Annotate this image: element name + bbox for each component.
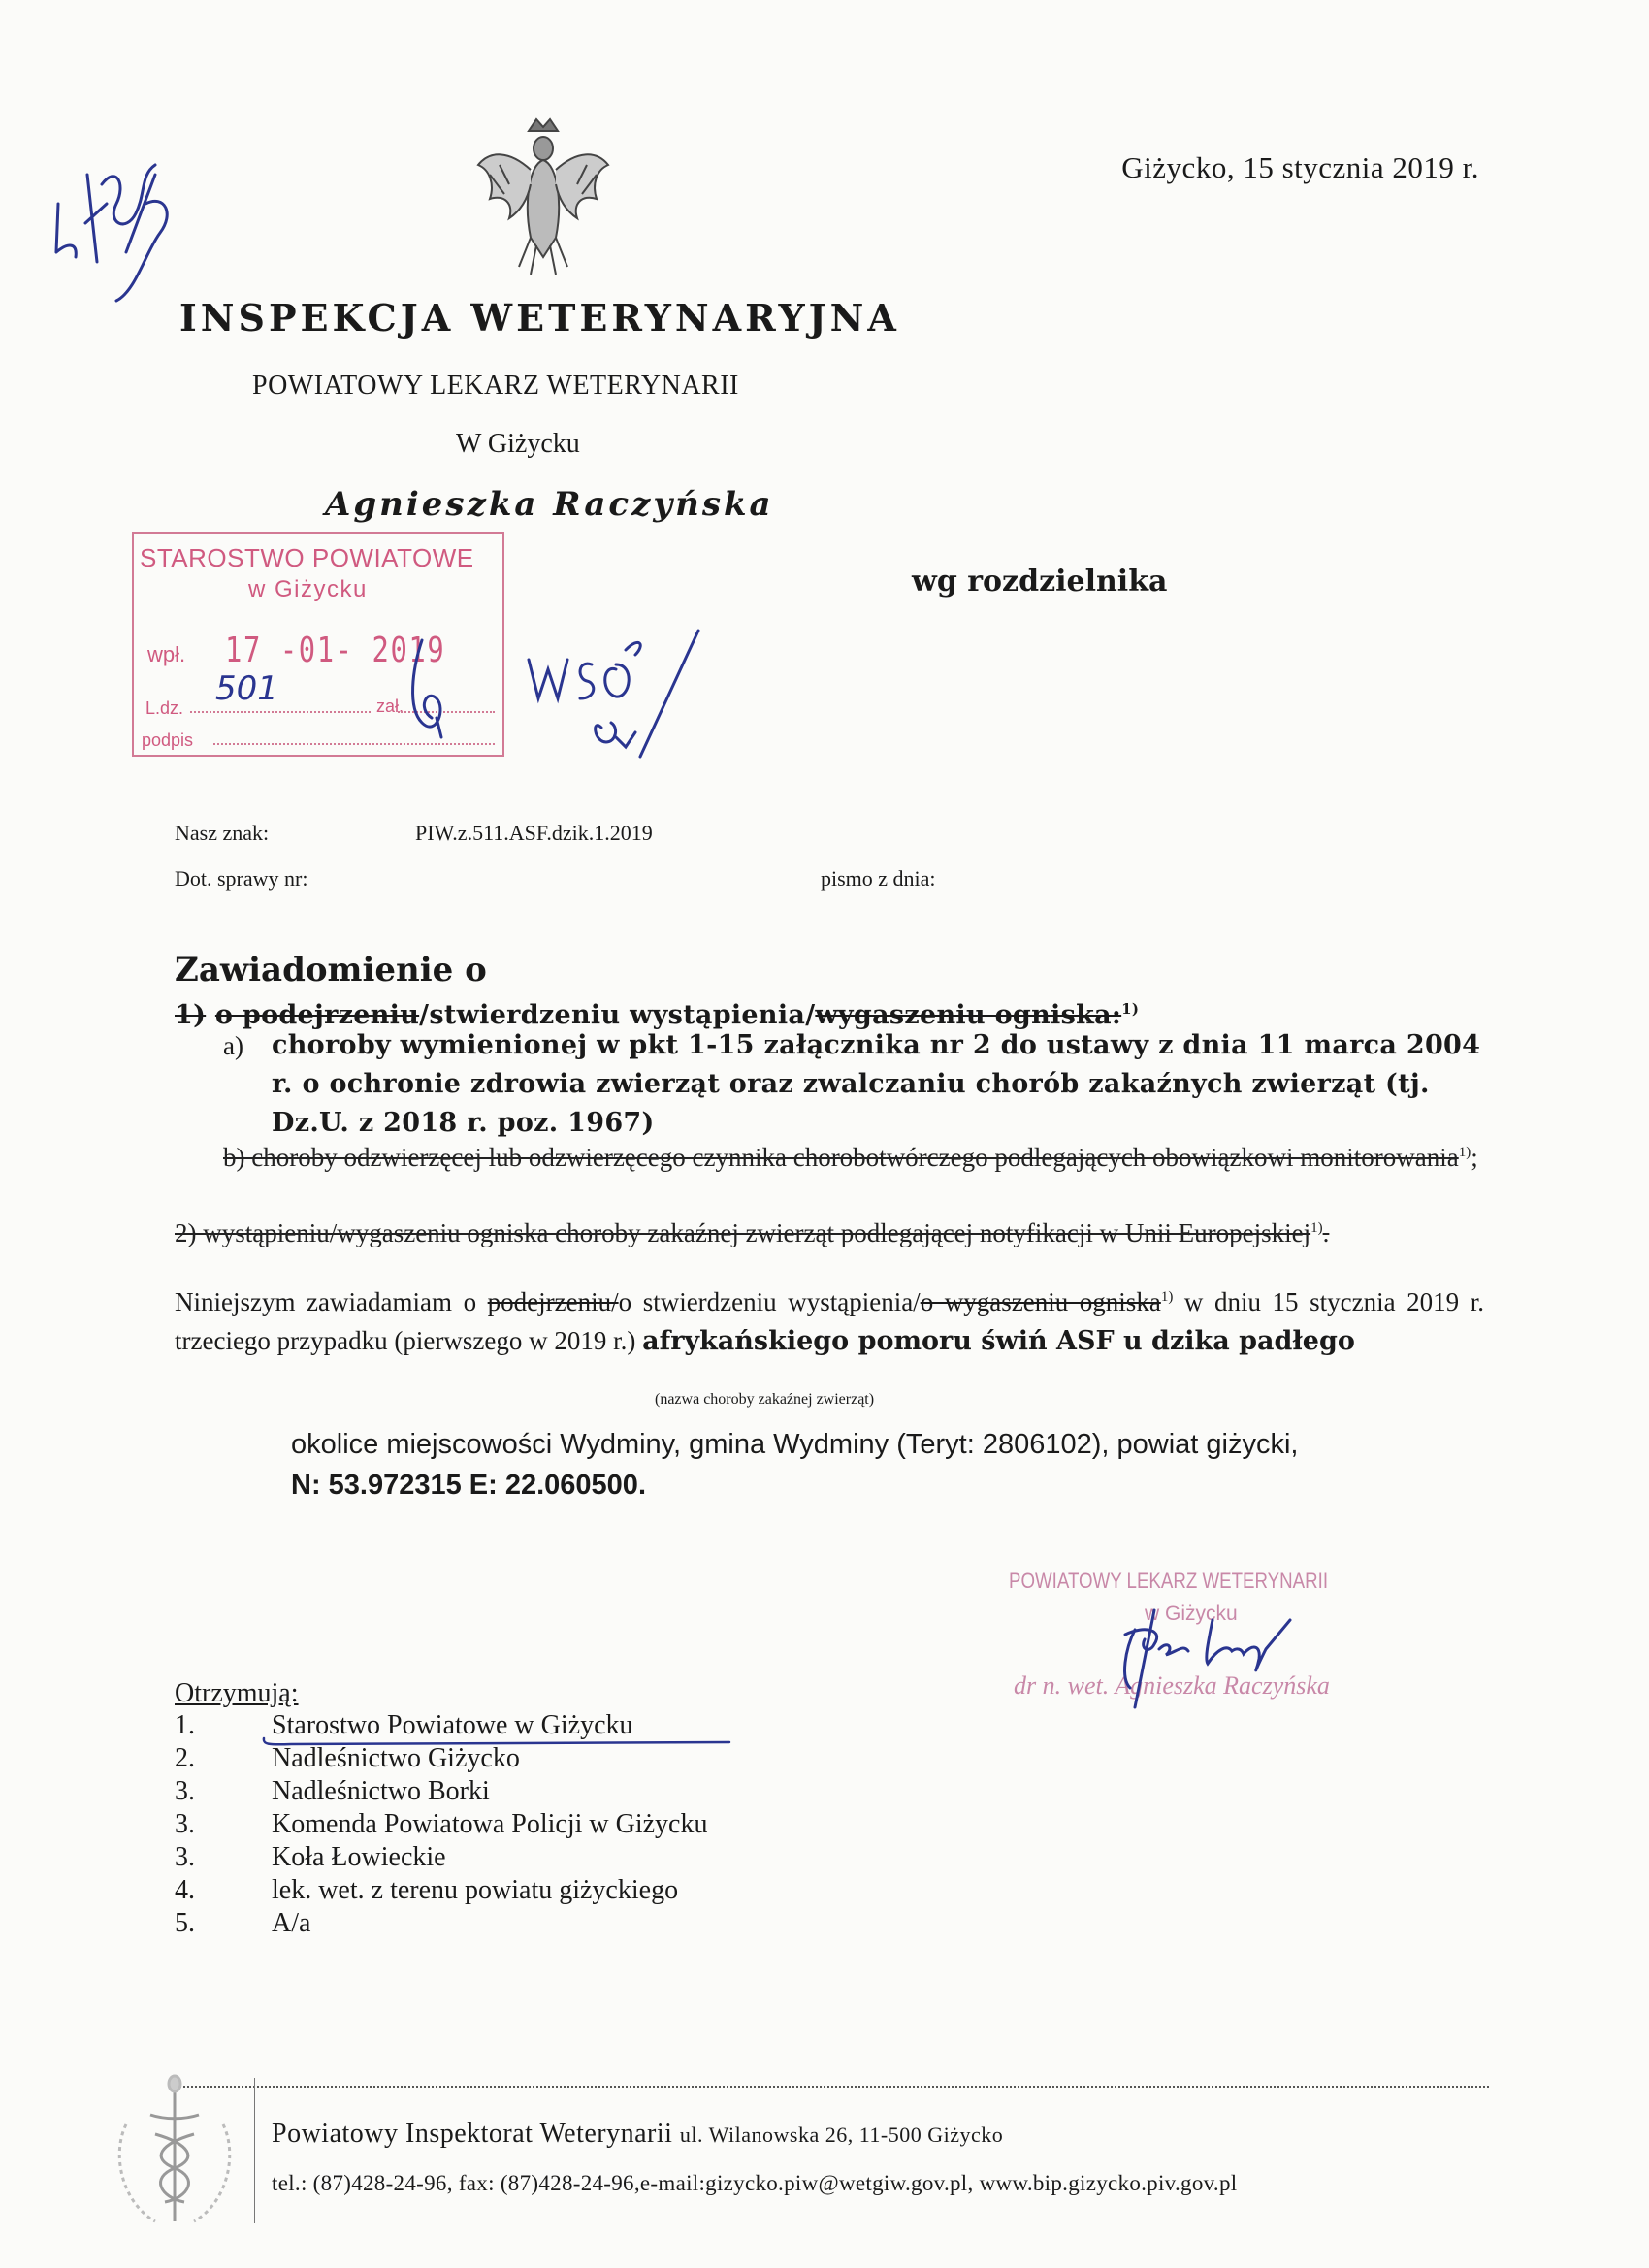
organization-title: INSPEKCJA WETERYNARYJNA (179, 296, 900, 340)
notice-struck-suspicion: podejrzeniu/ (487, 1287, 619, 1316)
footer-divider (175, 2086, 1489, 2088)
eagle-emblem-icon (470, 112, 616, 281)
handwritten-initials (369, 631, 534, 747)
item-b-suffix: ; (1471, 1143, 1478, 1172)
item-a-letter: a) (223, 1031, 243, 1060)
list-item-number: 3. (175, 1776, 195, 1806)
notification-item-b (223, 1133, 1484, 1177)
notice-struck-extinction: o wygaszeniu ogniska (920, 1287, 1161, 1316)
office-name: POWIATOWY LEKARZ WETERYNARII (252, 371, 739, 401)
item1-struck-extinction: wygaszeniu ogniska: (815, 1000, 1122, 1030)
letter-date-label: pismo z dnia: (821, 866, 936, 891)
disease-name-caption: (nazwa choroby zakaźnej zwierząt) (655, 1391, 875, 1408)
notification-heading: Zawiadomienie o (175, 951, 487, 989)
item2-struck-text: 2) wystąpieniu/wygaszeniu ogniska choroby zakaźnej zwierząt podlegającej notyfikacji w Unii Europejskiej (175, 1218, 1311, 1247)
stamp-received-label: wpł. (147, 642, 186, 666)
list-item: Nadleśnictwo Borki (272, 1776, 490, 1806)
list-item: Nadleśnictwo Giżycko (272, 1743, 520, 1773)
stamp-city-line: w Giżycku (248, 576, 368, 602)
list-item: Komenda Powiatowa Policji w Giżycku (272, 1809, 708, 1839)
notice-confirmation: o stwierdzeniu wystąpienia/ (618, 1287, 921, 1316)
office-city: W Giżycku (456, 429, 580, 459)
notice-intro: Niniejszym zawiadamiam o (175, 1287, 488, 1316)
signature-stamp-city: w Giżycku (1145, 1603, 1238, 1625)
notice-details: w dniu 15 stycznia 2019 r. trzeciego przypadku (pierwszego w 2019 r.) (175, 1287, 1485, 1355)
list-item-number: 3. (175, 1842, 195, 1872)
stamp-received-date: 17 -01- 2019 (225, 631, 446, 670)
footer-separator (254, 2078, 255, 2223)
stamp-signature-label: podpis (142, 730, 194, 750)
our-reference-value: PIW.z.511.ASF.dzik.1.2019 (415, 821, 653, 845)
list-item-number: 5. (175, 1908, 195, 1938)
item-b-struck-text: b) choroby odzwierzęcej lub odzwierzęcego czynnika chorobotwórczego podlegających obowiązkowi monitorowania (223, 1143, 1459, 1172)
list-item-number: 1. (175, 1710, 195, 1740)
officer-name: Agnieszka Raczyńska (325, 485, 774, 524)
signature-stamp-name: dr n. wet. Agnieszka Raczyńska (1014, 1671, 1330, 1700)
list-item-number: 4. (175, 1875, 195, 1905)
footnote-mark: 1) (1121, 1000, 1140, 1018)
footer-address: ul. Wilanowska 26, 11-500 Giżycko (679, 2122, 1004, 2147)
list-item-number: 3. (175, 1809, 195, 1839)
stamp-office-line: STAROSTWO POWIATOWE (140, 543, 474, 572)
signature-stamp-office: POWIATOWY LEKARZ WETERYNARII (1009, 1569, 1329, 1593)
list-item: Starostwo Powiatowe w Giżycku (272, 1710, 633, 1740)
footer-institution-name: Powiatowy Inspektorat Weterynarii (272, 2119, 673, 2149)
footnote-mark: 1) (1160, 1289, 1174, 1305)
list-item: Koła Łowieckie (272, 1842, 446, 1872)
footer-contact: tel.: (87)428-24-96, fax: (87)428-24-96,e-mail:gizycko.piw@wetgiw.gov.pl, www.bip.gizycko.piv.gov.pl (272, 2171, 1238, 2195)
notification-item-2 (175, 1209, 1484, 1252)
stamp-ldz-number: 501 (215, 669, 278, 708)
handwritten-signature (1096, 1591, 1319, 1717)
item2-suffix: . (1322, 1218, 1330, 1247)
handwritten-annotation (524, 621, 737, 766)
footer-institution (272, 2119, 1003, 2150)
location-coordinates: N: 53.972315 E: 22.060500. (291, 1470, 646, 1501)
case-number-label: Dot. sprawy nr: (175, 866, 308, 891)
item1-struck-suspicion: o podejrzeniu (214, 1000, 420, 1030)
handwritten-underline (262, 1736, 732, 1748)
recipient-line: wg rozdzielnika (912, 565, 1168, 599)
footnote-mark: 1) (1310, 1220, 1323, 1236)
document-date: Giżycko, 15 stycznia 2019 r. (1121, 150, 1479, 184)
list-item-number: 2. (175, 1743, 195, 1773)
footnote-mark: 1) (1458, 1145, 1471, 1160)
notification-item-a: choroby wymienionej w pkt 1-15 załącznika nr 2 do ustawy z dnia 11 marca 2004 r. o ochronie zdrowia zwierząt oraz zwalczaniu chorób zakaźnych zwierząt (tj. Dz.U. z 2018 r. poz. 1967) (272, 1030, 1481, 1138)
stamp-ldz-label: L.dz. (146, 698, 184, 718)
item1-number: 1) (175, 1000, 207, 1030)
notice-paragraph (175, 1278, 1484, 1361)
list-item: lek. wet. z terenu powiatu giżyckiego (272, 1875, 679, 1905)
distribution-heading: Otrzymują: (175, 1678, 299, 1708)
disease-name: afrykańskiego pomoru świń ASF u dzika padłego (642, 1326, 1355, 1356)
caduceus-logo-icon (107, 2066, 242, 2231)
item1-text: /stwierdzeniu wystąpienia/ (419, 1000, 816, 1030)
our-reference-label: Nasz znak: (175, 821, 270, 845)
location-description: okolice miejscowości Wydminy, gmina Wydminy (Teryt: 2806102), powiat giżycki, (291, 1429, 1299, 1460)
stamp-zal-label: zał. (376, 697, 404, 716)
list-item: A/a (272, 1908, 311, 1938)
